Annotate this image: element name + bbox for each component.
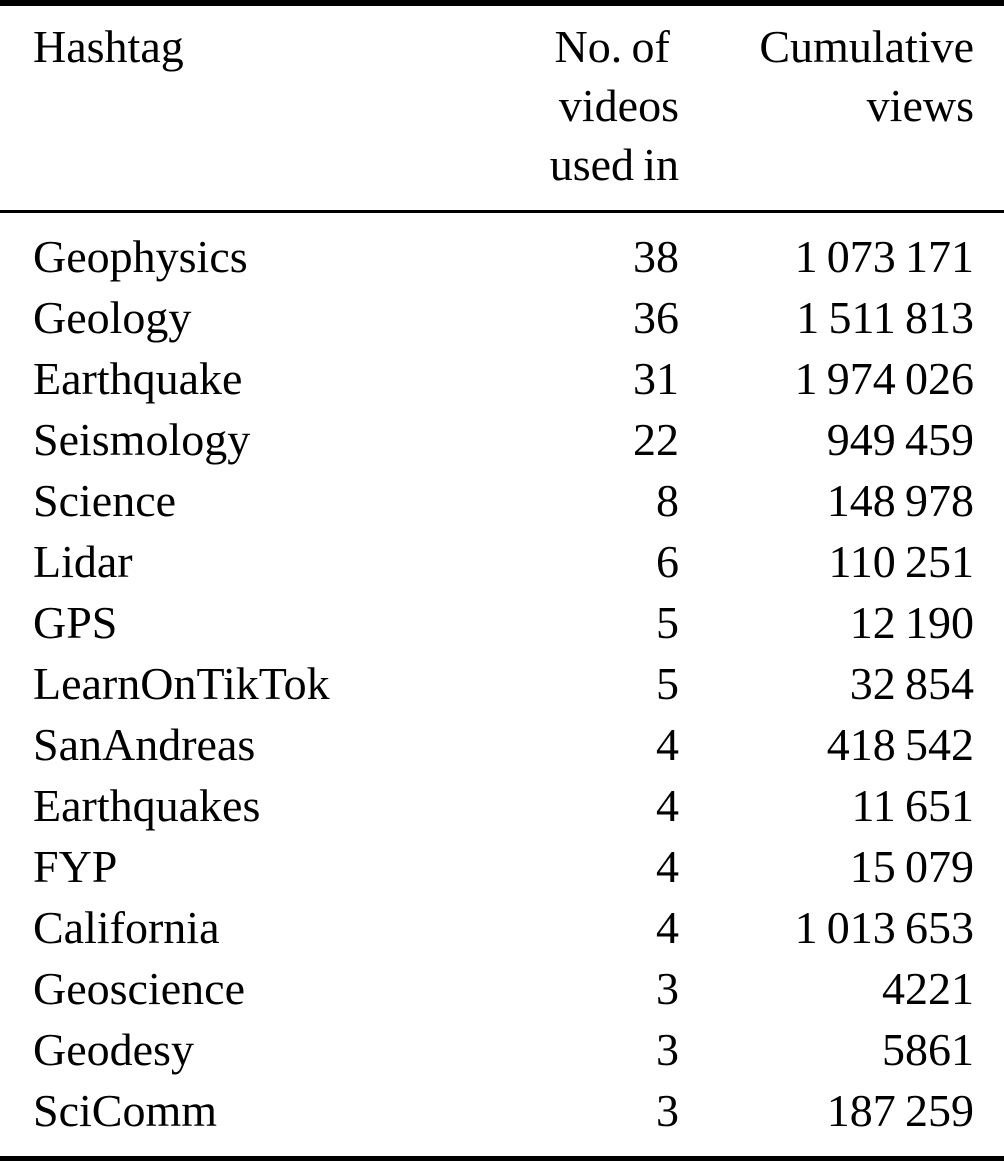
cumulative-views-cell: 187 259 xyxy=(826,1085,974,1136)
cumulative-views-cell: 1 013 653 xyxy=(794,902,974,953)
hashtag-cell: Earthquakes xyxy=(33,780,261,831)
cumulative-views-cell: 15 079 xyxy=(849,841,974,892)
videos-count-cell: 31 xyxy=(633,353,679,404)
hashtag-cell: Science xyxy=(33,475,177,526)
hashtag-cell: Geology xyxy=(33,292,192,343)
videos-count-cell: 4 xyxy=(656,719,679,770)
column-header-videos xyxy=(460,3,680,212)
column-header-views-line1: Cumulative xyxy=(759,21,974,72)
table-row xyxy=(0,348,1004,409)
videos-count-cell: 4 xyxy=(656,902,679,953)
videos-count-cell: 8 xyxy=(656,475,679,526)
table-row xyxy=(0,958,1004,1019)
cumulative-views-cell: 4221 xyxy=(882,963,974,1014)
table-row xyxy=(0,775,1004,836)
cumulative-views-cell: 1 073 171 xyxy=(794,231,974,282)
table-row xyxy=(0,836,1004,897)
hashtag-cell: Seismology xyxy=(33,414,251,465)
table-row xyxy=(0,897,1004,958)
table-row xyxy=(0,714,1004,775)
column-header-hashtag: Hashtag xyxy=(0,3,460,212)
table-row xyxy=(0,653,1004,714)
hashtag-cell: Earthquake xyxy=(33,353,243,404)
column-header-views xyxy=(680,3,1004,212)
hashtag-cell: FYP xyxy=(33,841,118,892)
hashtag-cell: Geoscience xyxy=(33,963,245,1014)
table-row xyxy=(0,1080,1004,1159)
videos-count-cell: 3 xyxy=(656,1085,679,1136)
cumulative-views-cell: 1 511 813 xyxy=(796,292,974,343)
column-header-views-line2: views xyxy=(866,80,974,131)
cumulative-views-cell: 12 190 xyxy=(849,597,974,648)
cumulative-views-cell: 418 542 xyxy=(826,719,974,770)
cumulative-views-cell: 110 251 xyxy=(828,536,974,587)
hashtag-cell: SanAndreas xyxy=(33,719,256,770)
table-row xyxy=(0,409,1004,470)
hashtag-cell: GPS xyxy=(33,597,118,648)
table-row xyxy=(0,1019,1004,1080)
hashtag-cell: LearnOnTikTok xyxy=(33,658,330,709)
hashtag-cell: Geodesy xyxy=(33,1024,194,1075)
videos-count-cell: 3 xyxy=(656,1024,679,1075)
videos-count-cell: 3 xyxy=(656,963,679,1014)
videos-count-cell: 6 xyxy=(656,536,679,587)
hashtag-cell: Lidar xyxy=(33,536,133,587)
cumulative-views-cell: 1 974 026 xyxy=(794,353,974,404)
hashtag-cell: SciComm xyxy=(33,1085,218,1136)
table-row xyxy=(0,212,1004,288)
videos-count-cell: 36 xyxy=(633,292,679,343)
cumulative-views-cell: 148 978 xyxy=(826,475,974,526)
table-row xyxy=(0,287,1004,348)
table-row xyxy=(0,592,1004,653)
header-row xyxy=(0,3,1004,212)
table-body xyxy=(0,212,1004,1159)
column-header-videos-line2: used in xyxy=(549,139,679,190)
table-row xyxy=(0,531,1004,592)
cumulative-views-cell: 11 651 xyxy=(851,780,974,831)
cumulative-views-cell: 949 459 xyxy=(826,414,974,465)
videos-count-cell: 5 xyxy=(656,597,679,648)
videos-count-cell: 38 xyxy=(633,231,679,282)
videos-count-cell: 4 xyxy=(656,841,679,892)
cumulative-views-cell: 5861 xyxy=(882,1024,974,1075)
videos-count-cell: 4 xyxy=(656,780,679,831)
table-header xyxy=(0,3,1004,212)
table-row xyxy=(0,470,1004,531)
hashtag-cell: California xyxy=(33,902,220,953)
videos-count-cell: 22 xyxy=(633,414,679,465)
column-header-videos-line1: No. of videos xyxy=(554,21,679,131)
videos-count-cell: 5 xyxy=(656,658,679,709)
cumulative-views-cell: 32 854 xyxy=(849,658,974,709)
hashtag-cell: Geophysics xyxy=(33,231,248,282)
